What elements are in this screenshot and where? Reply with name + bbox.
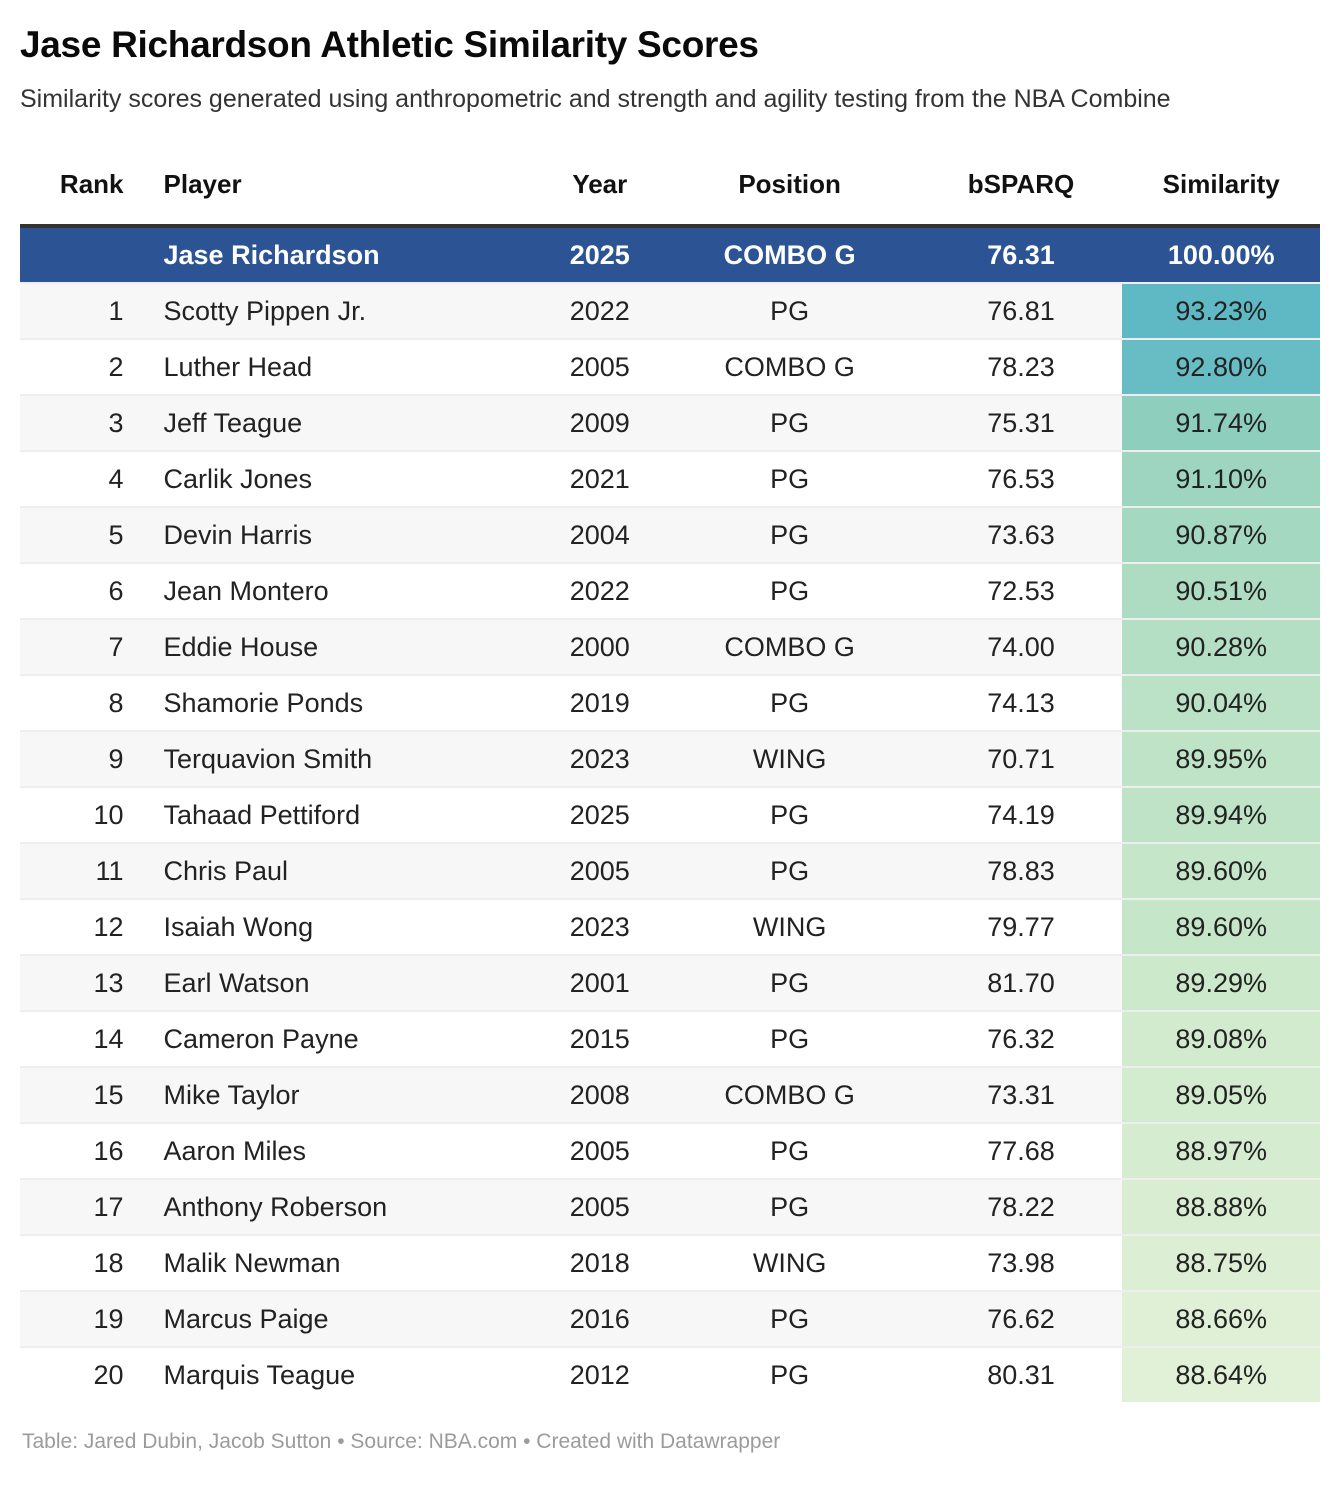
cell-rank: 7 — [20, 619, 144, 675]
cell-rank: 16 — [20, 1123, 144, 1179]
column-header-position[interactable]: Position — [660, 157, 920, 226]
cell-position: PG — [660, 1179, 920, 1235]
table-row — [20, 1235, 1320, 1291]
table-row — [20, 1347, 1320, 1402]
table-row — [20, 1291, 1320, 1347]
cell-position: COMBO G — [660, 1067, 920, 1123]
cell-position: WING — [660, 899, 920, 955]
cell-player: Jeff Teague — [144, 395, 541, 451]
table-row — [20, 731, 1320, 787]
cell-player: Tahaad Pettiford — [144, 787, 541, 843]
table-row — [20, 283, 1320, 339]
cell-similarity: 89.29% — [1122, 955, 1320, 1011]
cell-position: PG — [660, 563, 920, 619]
highlight-row — [20, 226, 1320, 283]
cell-player: Devin Harris — [144, 507, 541, 563]
table-row — [20, 1123, 1320, 1179]
cell-bsparq: 81.70 — [920, 955, 1123, 1011]
column-header-year[interactable]: Year — [540, 157, 660, 226]
cell-bsparq: 74.19 — [920, 787, 1123, 843]
cell-bsparq: 76.32 — [920, 1011, 1123, 1067]
cell-similarity: 93.23% — [1122, 283, 1320, 339]
cell-bsparq: 73.31 — [920, 1067, 1123, 1123]
cell-similarity: 89.60% — [1122, 899, 1320, 955]
column-header-player[interactable]: Player — [144, 157, 541, 226]
cell-position: PG — [660, 1347, 920, 1402]
cell-player: Shamorie Ponds — [144, 675, 541, 731]
cell-position: PG — [660, 507, 920, 563]
cell-player: Scotty Pippen Jr. — [144, 283, 541, 339]
cell-year: 2021 — [540, 451, 660, 507]
cell-position: WING — [660, 1235, 920, 1291]
cell-similarity: 88.64% — [1122, 1347, 1320, 1402]
cell-rank: 1 — [20, 283, 144, 339]
column-header-similarity[interactable]: Similarity — [1122, 157, 1320, 226]
table-row — [20, 1179, 1320, 1235]
cell-rank: 12 — [20, 899, 144, 955]
cell-player: Chris Paul — [144, 843, 541, 899]
cell-bsparq: 78.22 — [920, 1179, 1123, 1235]
cell-year: 2000 — [540, 619, 660, 675]
cell-similarity: 91.10% — [1122, 451, 1320, 507]
cell-rank: 15 — [20, 1067, 144, 1123]
cell-similarity: 88.75% — [1122, 1235, 1320, 1291]
cell-player: Eddie House — [144, 619, 541, 675]
cell-position: COMBO G — [660, 339, 920, 395]
cell-year: 2012 — [540, 1347, 660, 1402]
cell-similarity: 90.28% — [1122, 619, 1320, 675]
cell-year: 2025 — [540, 226, 660, 283]
cell-rank: 19 — [20, 1291, 144, 1347]
table-header-row — [20, 157, 1320, 226]
cell-year: 2009 — [540, 395, 660, 451]
cell-player: Isaiah Wong — [144, 899, 541, 955]
cell-bsparq: 76.62 — [920, 1291, 1123, 1347]
table-header — [20, 157, 1320, 226]
cell-bsparq: 78.83 — [920, 843, 1123, 899]
cell-position: PG — [660, 787, 920, 843]
cell-year: 2001 — [540, 955, 660, 1011]
cell-similarity: 89.95% — [1122, 731, 1320, 787]
cell-year: 2008 — [540, 1067, 660, 1123]
cell-similarity: 90.51% — [1122, 563, 1320, 619]
cell-bsparq: 77.68 — [920, 1123, 1123, 1179]
table-row — [20, 563, 1320, 619]
cell-year: 2025 — [540, 787, 660, 843]
column-header-bsparq[interactable]: bSPARQ — [920, 157, 1123, 226]
cell-player: Marcus Paige — [144, 1291, 541, 1347]
cell-player: Malik Newman — [144, 1235, 541, 1291]
column-header-rank[interactable]: Rank — [20, 157, 144, 226]
cell-year: 2004 — [540, 507, 660, 563]
cell-similarity: 89.94% — [1122, 787, 1320, 843]
cell-year: 2005 — [540, 1123, 660, 1179]
cell-player: Terquavion Smith — [144, 731, 541, 787]
page-subtitle: Similarity scores generated using anthropometric and strength and agility testing from the NBA Combine — [20, 84, 1171, 113]
cell-player: Marquis Teague — [144, 1347, 541, 1402]
cell-player: Mike Taylor — [144, 1067, 541, 1123]
table-row — [20, 899, 1320, 955]
cell-position: PG — [660, 843, 920, 899]
cell-similarity: 92.80% — [1122, 339, 1320, 395]
cell-position: PG — [660, 395, 920, 451]
cell-bsparq: 78.23 — [920, 339, 1123, 395]
cell-rank: 8 — [20, 675, 144, 731]
cell-rank — [20, 226, 144, 283]
cell-bsparq: 79.77 — [920, 899, 1123, 955]
cell-bsparq: 72.53 — [920, 563, 1123, 619]
cell-similarity: 88.88% — [1122, 1179, 1320, 1235]
cell-bsparq: 76.81 — [920, 283, 1123, 339]
cell-year: 2019 — [540, 675, 660, 731]
cell-position: PG — [660, 1123, 920, 1179]
cell-year: 2005 — [540, 339, 660, 395]
cell-year: 2005 — [540, 843, 660, 899]
cell-position: COMBO G — [660, 619, 920, 675]
cell-bsparq: 74.00 — [920, 619, 1123, 675]
table-row — [20, 507, 1320, 563]
cell-position: COMBO G — [660, 226, 920, 283]
cell-rank: 2 — [20, 339, 144, 395]
table-row — [20, 843, 1320, 899]
cell-rank: 6 — [20, 563, 144, 619]
cell-player: Cameron Payne — [144, 1011, 541, 1067]
cell-player: Aaron Miles — [144, 1123, 541, 1179]
table-footer-credit: Table: Jared Dubin, Jacob Sutton • Source: NBA.com • Created with Datawrapper — [22, 1430, 781, 1454]
cell-rank: 10 — [20, 787, 144, 843]
table-row — [20, 451, 1320, 507]
cell-bsparq: 73.63 — [920, 507, 1123, 563]
cell-position: PG — [660, 675, 920, 731]
cell-rank: 4 — [20, 451, 144, 507]
cell-year: 2015 — [540, 1011, 660, 1067]
cell-similarity: 88.97% — [1122, 1123, 1320, 1179]
cell-bsparq: 74.13 — [920, 675, 1123, 731]
table-row — [20, 619, 1320, 675]
cell-year: 2022 — [540, 563, 660, 619]
table-row — [20, 1011, 1320, 1067]
cell-similarity: 88.66% — [1122, 1291, 1320, 1347]
cell-player: Jase Richardson — [144, 226, 541, 283]
cell-player: Luther Head — [144, 339, 541, 395]
cell-bsparq: 80.31 — [920, 1347, 1123, 1402]
cell-bsparq: 76.53 — [920, 451, 1123, 507]
cell-year: 2022 — [540, 283, 660, 339]
page-title: Jase Richardson Athletic Similarity Scores — [20, 24, 759, 65]
table-row — [20, 395, 1320, 451]
cell-rank: 3 — [20, 395, 144, 451]
cell-rank: 17 — [20, 1179, 144, 1235]
cell-year: 2023 — [540, 899, 660, 955]
cell-player: Carlik Jones — [144, 451, 541, 507]
cell-year: 2016 — [540, 1291, 660, 1347]
table-row — [20, 1067, 1320, 1123]
cell-similarity: 89.05% — [1122, 1067, 1320, 1123]
cell-position: WING — [660, 731, 920, 787]
cell-similarity: 89.08% — [1122, 1011, 1320, 1067]
table-row — [20, 675, 1320, 731]
table-row — [20, 955, 1320, 1011]
cell-player: Jean Montero — [144, 563, 541, 619]
similarity-table — [20, 157, 1320, 1402]
cell-bsparq: 75.31 — [920, 395, 1123, 451]
cell-similarity: 90.87% — [1122, 507, 1320, 563]
cell-bsparq: 73.98 — [920, 1235, 1123, 1291]
table-row — [20, 339, 1320, 395]
cell-position: PG — [660, 1291, 920, 1347]
cell-player: Anthony Roberson — [144, 1179, 541, 1235]
cell-rank: 18 — [20, 1235, 144, 1291]
cell-year: 2018 — [540, 1235, 660, 1291]
cell-similarity: 100.00% — [1122, 226, 1320, 283]
cell-player: Earl Watson — [144, 955, 541, 1011]
cell-bsparq: 76.31 — [920, 226, 1123, 283]
cell-similarity: 89.60% — [1122, 843, 1320, 899]
cell-position: PG — [660, 451, 920, 507]
table-body — [20, 226, 1320, 1402]
cell-rank: 13 — [20, 955, 144, 1011]
cell-rank: 9 — [20, 731, 144, 787]
cell-position: PG — [660, 955, 920, 1011]
cell-similarity: 90.04% — [1122, 675, 1320, 731]
cell-bsparq: 70.71 — [920, 731, 1123, 787]
cell-rank: 14 — [20, 1011, 144, 1067]
cell-rank: 20 — [20, 1347, 144, 1402]
cell-position: PG — [660, 1011, 920, 1067]
cell-year: 2005 — [540, 1179, 660, 1235]
table-row — [20, 787, 1320, 843]
cell-rank: 5 — [20, 507, 144, 563]
cell-position: PG — [660, 283, 920, 339]
cell-similarity: 91.74% — [1122, 395, 1320, 451]
cell-rank: 11 — [20, 843, 144, 899]
cell-year: 2023 — [540, 731, 660, 787]
